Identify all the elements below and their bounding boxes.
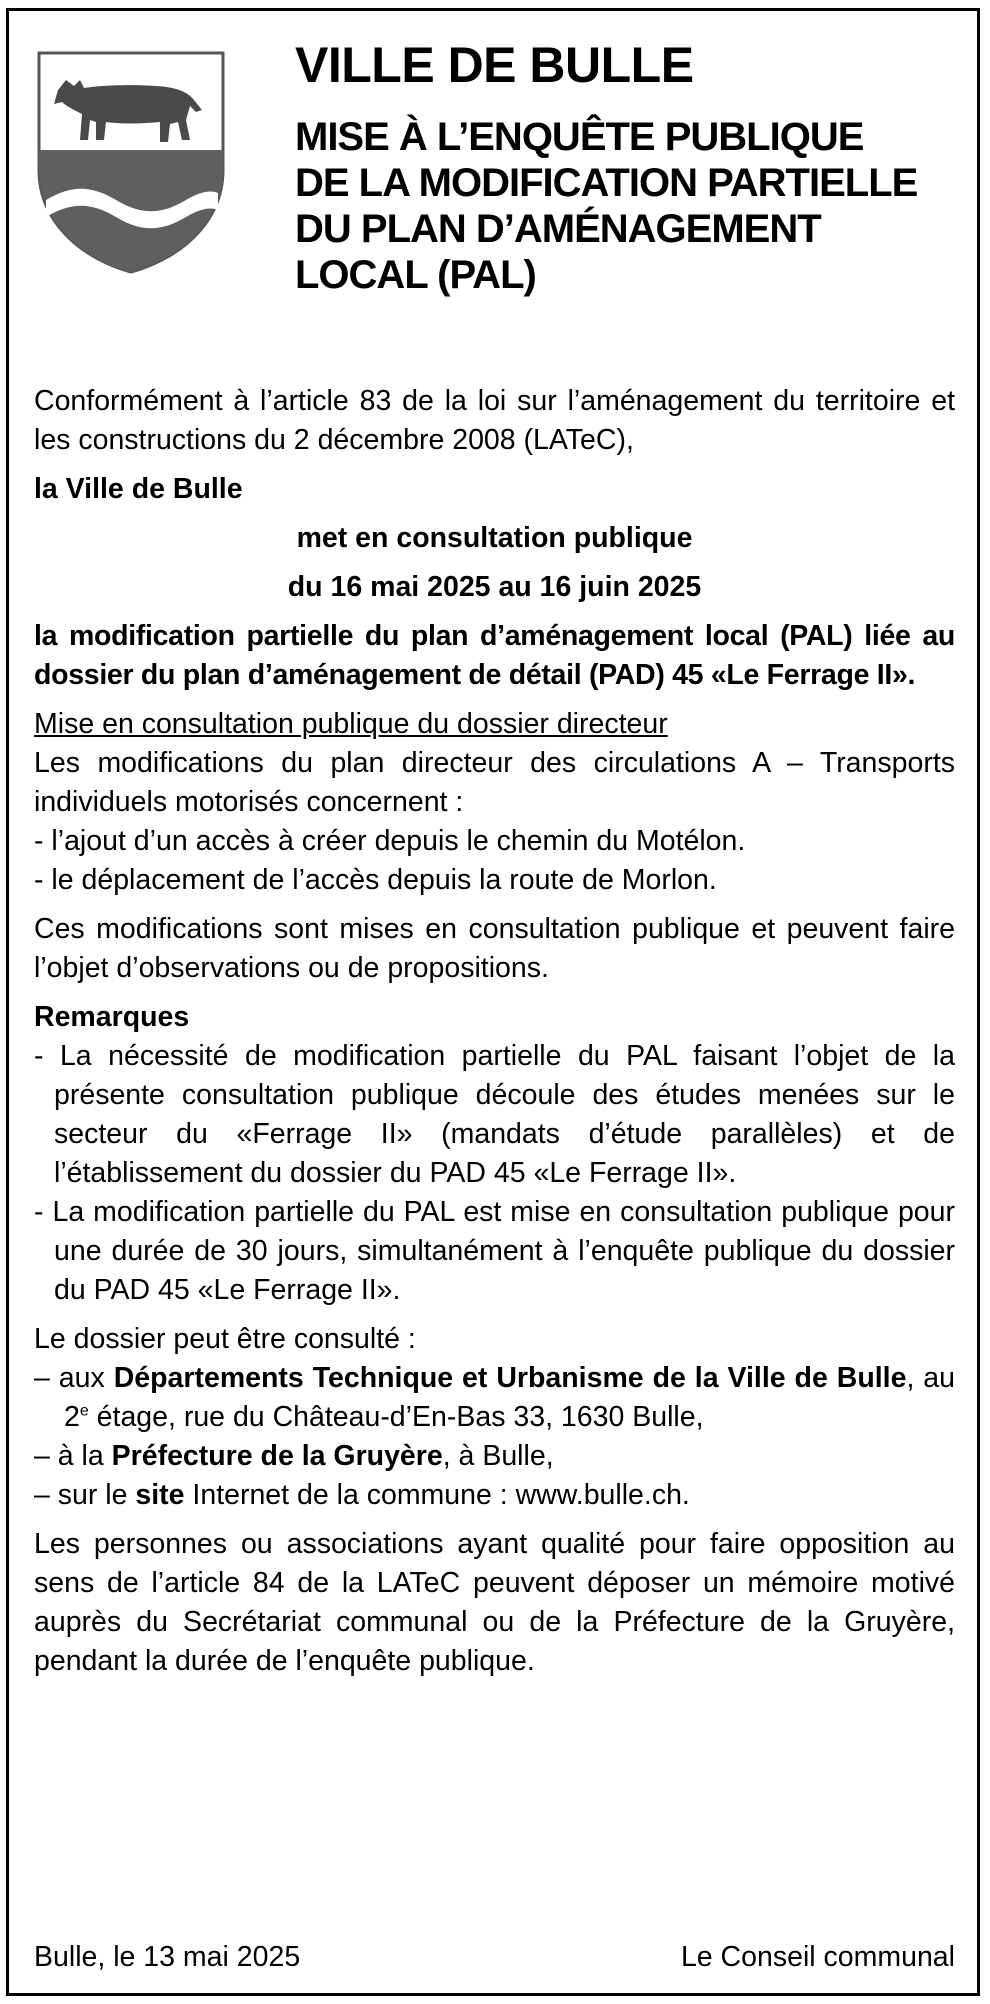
subtitle bbox=[295, 114, 965, 298]
dossier-item-text: , à Bulle, bbox=[442, 1440, 554, 1472]
directeur-text: Les modifications du plan directeur des circulations A – Transports individuels motorisés concernent : bbox=[34, 747, 955, 818]
consultation-line: met en consultation publique bbox=[296, 522, 693, 554]
issuer: la Ville de Bulle bbox=[34, 473, 243, 505]
page-title: VILLE DE BULLE bbox=[295, 37, 694, 93]
dossier-intro: Le dossier peut être consulté : bbox=[34, 1323, 416, 1355]
subtitle-line: DE LA MODIFICATION PARTIELLE bbox=[295, 161, 918, 205]
notice-body bbox=[34, 382, 955, 1681]
header bbox=[295, 34, 965, 298]
directeur-note: Ces modifications sont mises en consultation publique et peuvent faire l’objet d’observations ou de propositions. bbox=[34, 913, 955, 984]
object-paragraph: la modification partielle du plan d’aménagement local (PAL) liée au dossier du plan d’aménagement de détail (PAD) 45 «Le Ferrage II». bbox=[34, 620, 955, 691]
intro-paragraph: Conformément à l’article 83 de la loi sur l’aménagement du territoire et les constructions du 2 décembre 2008 (LATeC), bbox=[34, 385, 955, 456]
dossier-item-prefix: – à la bbox=[34, 1440, 112, 1472]
directeur-item: - le déplacement de l’accès depuis la route de Morlon. bbox=[34, 864, 717, 896]
dossier-item-prefix: – aux bbox=[34, 1362, 114, 1394]
consultation-period: du 16 mai 2025 au 16 juin 2025 bbox=[287, 571, 702, 603]
signature: Le Conseil communal bbox=[680, 1941, 955, 1973]
footer bbox=[34, 1938, 955, 1977]
bull-coat-of-arms-icon bbox=[36, 50, 226, 275]
dossier-item-prefix: – sur le bbox=[34, 1479, 136, 1511]
remark-item: - La nécessité de modification partielle du PAL faisant l’objet de la présente consultation publique découle des études menées sur le secteur du «Ferrage II» (mandats d’étude parallèles) et de l’établissement du dossier du PAD 45 «Le Ferrage II». bbox=[34, 1040, 955, 1189]
subtitle-line: LOCAL (PAL) bbox=[295, 253, 536, 297]
dossier-item-prefecture bbox=[34, 1437, 955, 1476]
dossier-item-text: , au 2 bbox=[64, 1362, 956, 1433]
dossier-item-text: Internet de la commune : www.bulle.ch. bbox=[184, 1479, 690, 1511]
subtitle-line: MISE À L’ENQUÊTE PUBLIQUE bbox=[295, 115, 864, 159]
dossier-item-sup: e bbox=[79, 1402, 89, 1420]
dossier-item-bold: Départements Technique et Urbanisme de la Ville de Bulle bbox=[113, 1362, 907, 1394]
directeur-item: - l’ajout d’un accès à créer depuis le chemin du Motélon. bbox=[34, 825, 746, 857]
directeur-heading: Mise en consultation publique du dossier directeur bbox=[34, 708, 668, 740]
dossier-item-bold: site bbox=[135, 1479, 185, 1511]
remarks-heading: Remarques bbox=[34, 1001, 190, 1033]
dossier-item-bold: Préfecture de la Gruyère bbox=[111, 1440, 443, 1472]
dossier-item-text: étage, rue du Château-d’En-Bas 33, 1630 Bulle, bbox=[88, 1401, 704, 1433]
dossier-item-site bbox=[34, 1476, 955, 1515]
remark-item: - La modification partielle du PAL est mise en consultation publique pour une durée de 30 jours, simultanément à l’enquête publique du dossier du PAD 45 «Le Ferrage II». bbox=[34, 1196, 955, 1306]
place-date: Bulle, le 13 mai 2025 bbox=[34, 1941, 301, 1973]
dossier-item-departements bbox=[34, 1359, 955, 1437]
opposition-paragraph: Les personnes ou associations ayant qualité pour faire opposition au sens de l’article 84 de la LATeC peuvent déposer un mémoire motivé auprès du Secrétariat communal ou de la Préfecture de la Gruyère, pendant la durée de l’enquête publique. bbox=[34, 1528, 955, 1677]
subtitle-line: DU PLAN D’AMÉNAGEMENT bbox=[295, 207, 821, 251]
